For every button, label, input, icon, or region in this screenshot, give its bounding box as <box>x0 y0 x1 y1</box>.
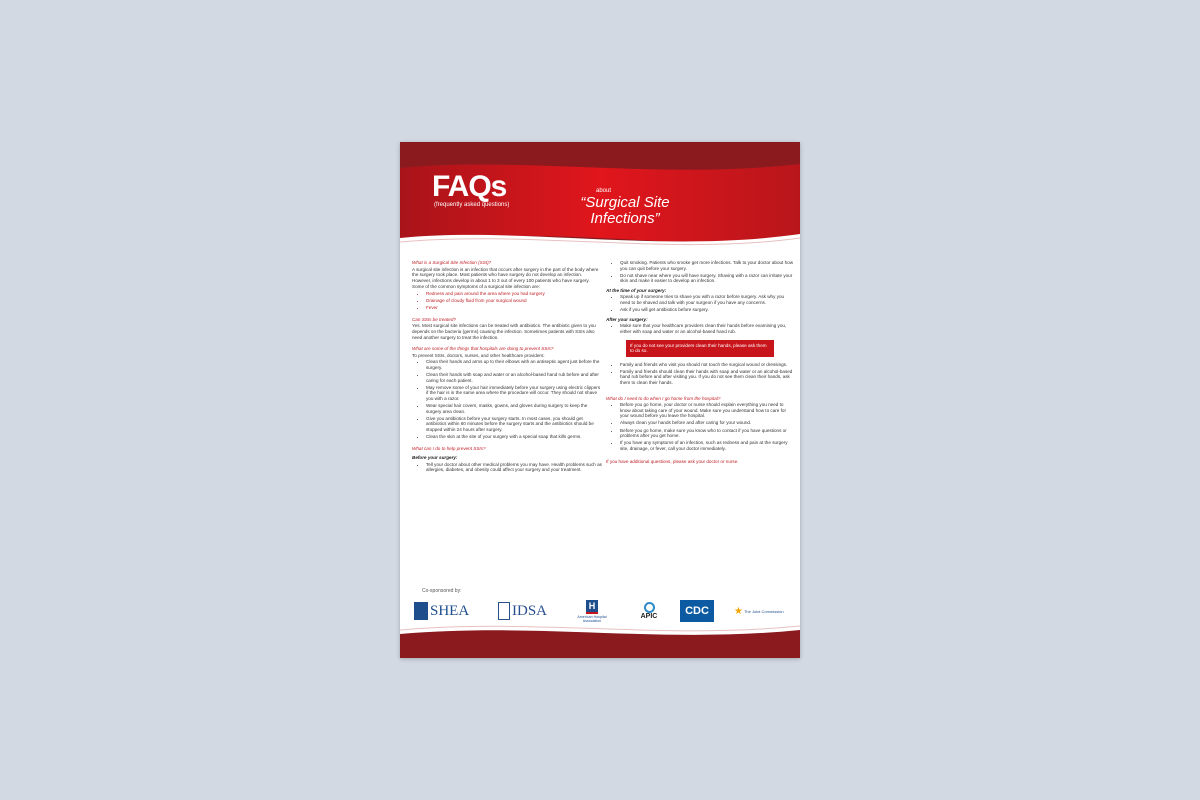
list-item: • Before you go home, make sure you know who to contact if you have questions or problems after you get home. <box>620 428 794 439</box>
list-item: • Clean the skin at the site of your surgery with a special soap that kills germs. <box>426 434 602 440</box>
list-item: • Family and friends who visit you should not touch the surgical wound or dressings. <box>620 362 794 368</box>
faq-subtitle: (frequently asked questions) <box>434 202 510 208</box>
joint-commission-logo-text: The Joint Commission <box>743 608 784 614</box>
cosponsored-label: Co-sponsored by: <box>422 588 462 594</box>
shea-logo-text: SHEA <box>430 602 470 619</box>
subheading-before-surgery: Before your surgery: <box>412 455 458 461</box>
list-item: • Ask if you will get antibiotics before surgery. <box>620 307 794 313</box>
apic-logo-text: APIC <box>640 613 658 620</box>
closing-note: If you have additional questions, please ask your doctor or nurse. <box>606 459 739 465</box>
sponsor-logos <box>412 598 788 624</box>
subheading-after-surgery: After your surgery: <box>606 316 648 322</box>
left-column <box>412 260 602 474</box>
list-item: • Tell your doctor about other medical problems you may have. Health problems such as allergies, diabetes, and obesity could affect your surgery and your treatment. <box>426 462 602 473</box>
subheading-time-of-surgery: At the time of your surgery: <box>606 287 667 293</box>
list-item: • Speak up if someone tries to shave you with a razor before surgery. Ask why you need to be shaved and talk with your surgeon if you have any concerns. <box>620 294 794 305</box>
aha-logo <box>572 598 612 624</box>
right-column <box>606 260 794 465</box>
hospital-list <box>412 359 602 439</box>
question-hospital-prevention: What are some of the things that hospitals are doing to prevent SSIs? <box>412 346 554 352</box>
before-list <box>412 462 602 473</box>
list-item: • If you have any symptoms of an infection, such as redness and pain at the surgery site, drainage, or fever, call your doctor immediately. <box>620 440 794 451</box>
list-item: • Make sure that your healthcare providers clean their hands before examining you, either with soap and water or an alcohol-based hand rub. <box>620 323 794 334</box>
list-item: • Give you antibiotics before your surgery starts. In most cases, you should get antibiotics within 60 minutes before the surgery starts and the antibiotics should be stopped within 24 hours after surgery. <box>426 416 602 433</box>
time-list <box>606 294 794 312</box>
paragraph: A surgical site infection is an infection that occurs after surgery in the part of the body where the surgery took place. Most patients who have surgery do not develop an infection. However, infections develop in about 1 to 3 out of every 100 patients who have surgery. <box>412 266 599 283</box>
before-list-continued <box>606 260 794 284</box>
joint-commission-logo <box>734 598 784 624</box>
shea-logo <box>414 598 469 624</box>
after-list <box>606 323 794 334</box>
faq-document-page <box>400 142 800 658</box>
paragraph: Yes. Most surgical site infections can be treated with antibiotics. The antibiotic given to you depends on the bacteria (germs) causing the infection. Sometimes patients with SSIs also need another surgery to treat the infection. <box>412 323 596 340</box>
list-item: • Before you go home, your doctor or nurse should explain everything you need to know about taking care of your wound. Make sure you understand how to care for your wound before you leave the hospital. <box>620 402 794 419</box>
faq-title: FAQs <box>432 170 507 203</box>
question-what-is-ssi: What is a Surgical Site Infection (SSI)? <box>412 260 492 265</box>
list-item: • Quit smoking. Patients who smoke get more infections. Talk to your doctor about how you can quit before your surgery. <box>620 260 794 271</box>
list-item: • May remove some of your hair immediately before your surgery using electric clippers if the hair is in the same area where the procedure will occur. They should not shave you with a razor. <box>426 385 602 402</box>
symptom-list <box>412 291 602 311</box>
topic-line-2: Infections” <box>590 210 660 227</box>
paragraph: Some of the common symptoms of a surgical site infection are: <box>412 284 540 290</box>
list-item: • Do not shave near where you will have surgery. Shaving with a razor can irritate your skin and make it easier to develop an infection. <box>620 273 794 284</box>
topic-title <box>550 195 700 227</box>
question-can-ssi-be-treated: Can SSIs be treated? <box>412 316 456 322</box>
list-item: • Drainage of cloudy fluid from your surgical wound <box>426 298 602 304</box>
idsa-mark-icon <box>498 602 510 620</box>
question-going-home: What do I need to do when I go home from the hospital? <box>606 395 721 401</box>
list-item: • Clean their hands with soap and water or an alcohol-based hand rub before and after caring for each patient. <box>426 372 602 383</box>
shea-mark-icon <box>414 602 428 620</box>
aha-h-icon: H <box>586 600 598 614</box>
idsa-logo <box>498 598 547 624</box>
cdc-logo-text: CDC <box>680 600 714 622</box>
cdc-logo <box>680 598 714 624</box>
apic-logo <box>634 598 664 624</box>
list-item: • Clean their hands and arms up to their elbows with an antiseptic agent just before the surgery. <box>426 359 602 370</box>
footer-banner <box>400 624 800 658</box>
after-list-2 <box>606 362 794 386</box>
list-item: • Redness and pain around the area where you had surgery <box>426 291 602 297</box>
aha-logo-text: American Hospital Association <box>577 614 607 623</box>
paragraph: To prevent SSIs, doctors, nurses, and other healthcare providers: <box>412 352 545 358</box>
home-list <box>606 402 794 451</box>
idsa-logo-text: IDSA <box>512 602 548 619</box>
callout-box: If you do not see your providers clean their hands, please ask them to do so. <box>626 340 774 357</box>
list-item: • Wear special hair covers, masks, gowns, and gloves during surgery to keep the surgery area clean. <box>426 403 602 414</box>
about-label: about <box>596 188 612 194</box>
question-what-can-i-do: What can I do to help prevent SSIs? <box>412 445 486 451</box>
star-icon: ★ <box>734 605 743 617</box>
list-item: • Fever <box>426 305 602 311</box>
list-item: • Family and friends should clean their hands with soap and water or an alcohol-based hand rub before and after visiting you. If you do not see them clean their hands, ask them to clean their hands. <box>620 369 794 386</box>
apic-circle-icon <box>644 602 655 613</box>
list-item: • Always clean your hands before and after caring for your wound. <box>620 420 794 426</box>
topic-line-1: “Surgical Site <box>580 194 670 211</box>
